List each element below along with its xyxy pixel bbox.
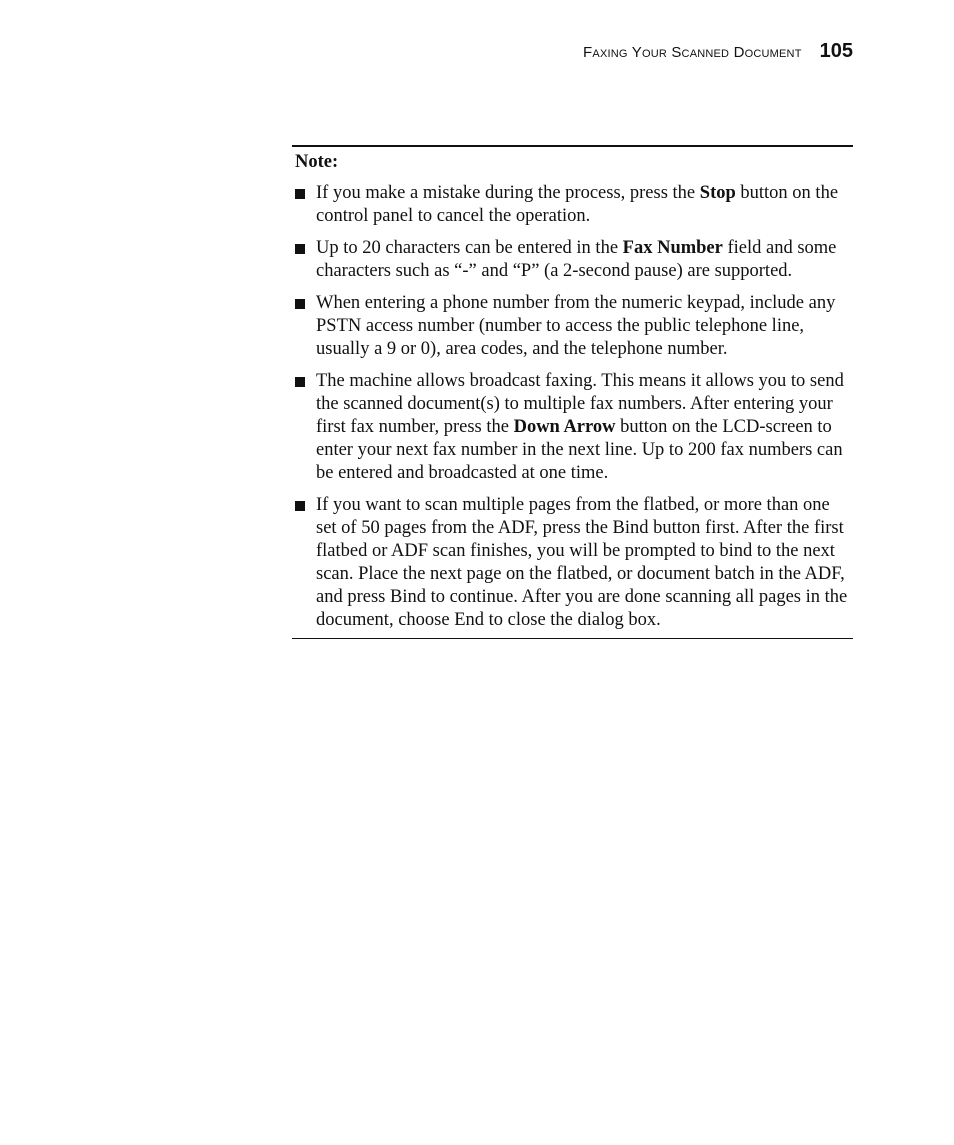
- item-text-after: field and some characters such as “-” and “P” (a 2-second pause) are supported.: [316, 238, 837, 281]
- running-header: [583, 40, 853, 63]
- square-bullet-icon: [295, 501, 305, 511]
- list-item: [292, 370, 853, 485]
- square-bullet-icon: [295, 377, 305, 387]
- item-text-after: button on the control panel to cancel the operation.: [316, 183, 839, 226]
- page-number: 105: [819, 40, 853, 62]
- square-bullet-icon: [295, 299, 305, 309]
- item-text-after: button on the LCD-screen to enter your next fax number in the next line. Up to 200 fax numbers can be entered and broadcasted at one time.: [316, 417, 843, 483]
- note-heading: Note:: [295, 152, 339, 172]
- item-text-before: Up to 20 characters can be entered in the: [316, 238, 623, 258]
- list-item: [292, 292, 853, 361]
- list-item: [292, 237, 853, 283]
- note-box: [292, 145, 853, 639]
- note-list: [292, 182, 853, 632]
- item-text-before: If you make a mistake during the process, press the: [316, 183, 700, 203]
- item-text: If you want to scan multiple pages from the flatbed, or more than one set of 50 pages from the ADF, press the Bind button first. After the first flatbed or ADF scan finishes, you will be prompted to bind to the next scan. Place the next page on the flatbed, or document batch in the ADF, and press Bind to continue. After you are done scanning all pages in the document, choose End to close the dialog box.: [316, 495, 848, 630]
- section-title: Faxing Your Scanned Document: [583, 44, 802, 61]
- item-text-bold: Down Arrow: [513, 417, 616, 437]
- list-item: [292, 494, 853, 632]
- list-item: [292, 182, 853, 228]
- item-text-before: The machine allows broadcast faxing. This means it allows you to send the scanned document(s) to multiple fax numbers. After entering your first fax number, press the: [316, 371, 844, 437]
- square-bullet-icon: [295, 244, 305, 254]
- item-text: When entering a phone number from the numeric keypad, include any PSTN access number (number to access the public telephone line, usually a 9 or 0), area codes, and the telephone number.: [316, 293, 836, 359]
- item-text-bold: Fax Number: [622, 238, 723, 258]
- item-text-bold: Stop: [699, 183, 736, 203]
- square-bullet-icon: [295, 189, 305, 199]
